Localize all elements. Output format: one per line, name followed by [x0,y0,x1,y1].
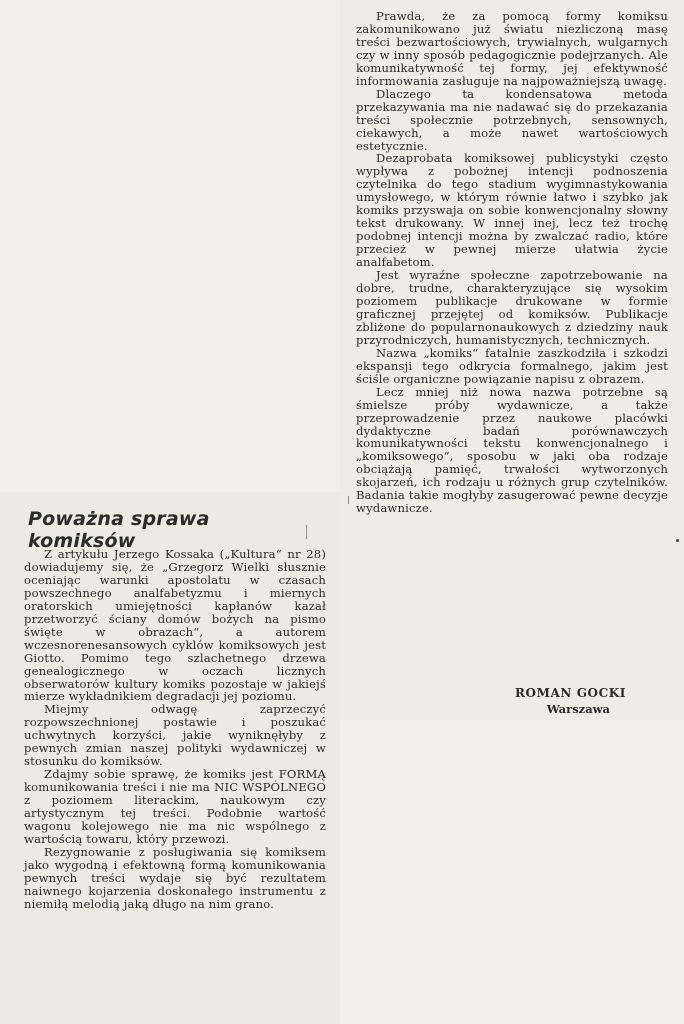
author-place: Warszawa [546,702,610,716]
article-title: Poważna sprawa komiksów [28,508,210,552]
paragraph: Dlaczego ta kondensatowa metoda przekazywania ma nie nadawać się do przekazania treści społecznie potrzebnych, sensownych, ciekawych, a może nawet wartościowych estetycznie. [356,86,668,153]
paragraph: Z artykułu Jerzego Kossaka („Kultura“ nr 28) dowiadujemy się, że „Grzegorz Wielki słusznie oceniając warunki apostolatu w czasach powszechnego analfabetyzmu i miernych oratorskich umiejętności kapłanów kazał przetworzyć ściany domów bożych na pismo święte w obrazach“, a autorem wczesnorenesansowych cyklów komiksowych jest Giotto. Pomimo tego szlachetnego drzewa genealogicznego w oczach licznych obserwatorów kultury komiks pozostaje w jakiejś mierze wykładnikiem degradacji jej poziomu. [24,547,326,704]
print-speck [676,539,679,542]
paragraph: Miejmy odwagę zaprzeczyć rozpowszechnionej postawie i poszukać uchwytnych korzyści, jakie wyniknęłyby z pewnych zmian naszej polityki wydawniczej w stosunku do komiksów. [24,702,326,769]
paragraph: Prawda, że za pomocą formy komiksu zakomunikowano już światu niezliczoną masę treści bezwartościowych, trywialnych, wulgarnych czy w inny sposób pedagogicznie podejrzanych. Ale komunikatywność tej formy, jej efektywność informowania zasługuje na najpoważniejszą uwagę. [356,9,668,88]
article-left-column [24,548,326,911]
column-rule-mark [348,496,349,504]
paragraph: Jest wyraźne społeczne zapotrzebowanie na dobre, trudne, charakteryzujące się wysokim poziomem publikacje drukowane w formie graficznej przejętej od komiksów. Publikacje zbliżone do popularnonaukowych z dziedziny nauk przyrodniczych, humanistycznych, technicznych. [356,268,668,347]
author-name: ROMAN GOCKI [514,686,626,700]
byline [356,686,626,716]
cut-mark [306,525,307,539]
paragraph: Rezygnowanie z posługiwania się komiksem jako wygodną i efektowną formą komunikowania pewnych treści wydaje się być rezultatem naiwnego kojarzenia doskonałego instrumentu z niemiłą melodią jaką długo na nim grano. [24,844,326,911]
paragraph: Lecz mniej niż nowa nazwa potrzebne są śmielsze próby wydawnicze, a także przeprowadzenie przez naukowe placówki dydaktyczne badań porównawczych komunikatywności tekstu konwencjonalnego i „komiksowego“, sposobu w jaki oba rodzaje obciążają pamięć, trwałości wytworzonych skojarzeń, ich rodzaju u różnych grup czytelników. Badania takie mogłyby zasugerować pewne decyzje wydawnicze. [356,384,668,516]
paragraph: Zdajmy sobie sprawę, że komiks jest FORMĄ komunikowania treści i nie ma NIC WSPÓLNEGO z poziomem literackim, naukowym czy artystycznym tej treści. Podobnie wartość wagonu kolejowego nie ma nic wspólnego z wartością towaru, który przewozi. [24,767,326,846]
article-right-column [356,10,668,515]
paragraph: Nazwa „komiks“ fatalnie zaszkodziła i szkodzi ekspansji tego odkrycia formalnego, jakim jest ściśle organiczne powiązanie napisu z obrazem. [356,345,668,386]
paragraph: Dezaprobata komiksowej publicystyki często wypływa z pobożnej intencji podnoszenia czytelnika do tego stadium wygimnastykowania umysłowego, w którym równie łatwo i szybko jak komiks przyswaja on sobie konwencjonalny słowny tekst drukowany. W innej inej, lecz też trochę podobnej intencji można by zwalczać radio, które przecież w pewnej mierze ułatwia życie analfabetom. [356,151,668,270]
